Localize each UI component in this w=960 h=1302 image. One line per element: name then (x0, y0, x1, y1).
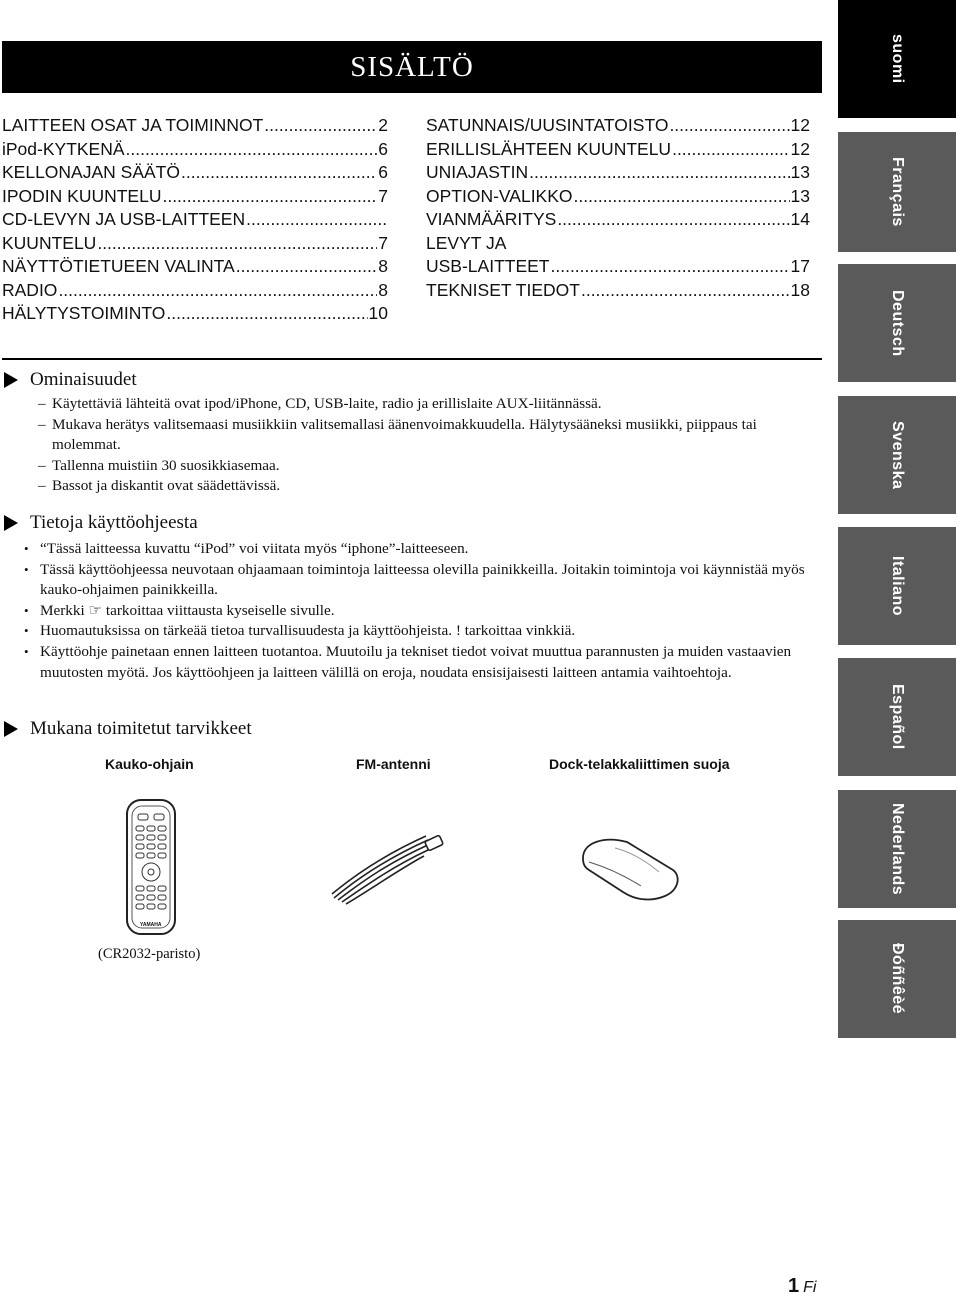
toc-entry-label: LEVYT JA (426, 232, 507, 253)
toc-leader-dots (166, 302, 367, 326)
toc-entry[interactable] (426, 232, 810, 256)
toc-entry-label: UNIAJASTIN (426, 162, 529, 182)
triangle-bullet-icon (4, 515, 18, 531)
features-list (38, 394, 828, 497)
toc-entry[interactable] (2, 208, 388, 232)
toc-leader-dots (97, 232, 377, 256)
tab-language-espanol[interactable] (838, 658, 956, 776)
tab-language-suomi[interactable] (838, 0, 956, 118)
toc-entry-page: 12 (790, 138, 810, 159)
toc-leader-dots (236, 255, 378, 279)
remote-brand-logo: YAMAHA (140, 922, 162, 928)
toc-entry[interactable] (426, 255, 810, 279)
toc-entry-label: KUUNTELU (2, 232, 97, 253)
dock-cover-illustration (575, 826, 685, 906)
list-item: • “Tässä laitteessa kuvattu “iPod” voi viitata myös “iphone”-laitteeseen. (24, 539, 824, 560)
toc-leader-dots (126, 138, 378, 162)
remote-battery-note: (CR2032-paristo) (98, 946, 201, 962)
toc-entry-page: 2 (378, 115, 388, 135)
toc-leader-dots (551, 255, 790, 279)
list-item: – Käytettäviä lähteitä ovat ipod/iPhone, CD, USB-laite, radio ja erillislaite AUX-liitännässä. (38, 394, 828, 415)
manual-info-heading (2, 510, 198, 536)
accessories-heading (2, 716, 252, 742)
toc-entry-label: LAITTEEN OSAT JA TOIMINNOT (2, 115, 264, 135)
toc-entry-page: 12 (790, 115, 810, 135)
toc-entry[interactable] (426, 138, 810, 162)
toc-entry-page: 14 (790, 209, 810, 229)
toc-entry[interactable] (2, 255, 388, 279)
toc-entry-page: 7 (378, 232, 388, 253)
page-number-value: 1 (788, 1275, 800, 1297)
fm-antenna-label: FM-antenni (356, 756, 431, 772)
tab-language-svenska[interactable] (838, 396, 956, 514)
tab-language-francais[interactable] (838, 132, 956, 252)
toc-entry-page: 8 (378, 256, 388, 276)
toc-leader-dots (58, 279, 377, 303)
toc-entry-page: 18 (790, 279, 810, 300)
toc-entry-page: 8 (378, 279, 388, 300)
toc-entry[interactable] (426, 114, 810, 138)
toc-entry-label: iPod-KYTKENÄ (2, 138, 125, 159)
toc-entry-label: NÄYTTÖTIETUEEN VALINTA (2, 256, 235, 276)
toc-entry-page: 6 (378, 162, 388, 182)
toc-entry[interactable] (426, 208, 810, 232)
page-number (788, 1275, 816, 1298)
toc-entry[interactable] (426, 161, 810, 185)
toc-entry-page: 10 (368, 303, 388, 323)
tab-label: Deutsch (889, 289, 906, 357)
triangle-bullet-icon (4, 721, 18, 737)
page-title: SISÄLTÖ (2, 41, 822, 93)
toc-entry-label: RADIO (2, 279, 58, 300)
tab-label: Svenska (889, 420, 906, 490)
toc-leader-dots (181, 161, 377, 185)
tab-label: suomi (889, 34, 906, 84)
toc-entry-page: 6 (378, 138, 388, 159)
toc-right-column (426, 114, 810, 302)
page-language-code: Fi (803, 1279, 817, 1296)
toc-entry-label: ERILLISLÄHTEEN KUUNTELU (426, 138, 672, 159)
fm-antenna-illustration (328, 818, 448, 908)
list-item: • Tässä käyttöohjeessa neuvotaan ohjaamaan toimintoja laitteessa olevilla painikkeilla. Joitakin toimintoja voi käynnistää myös kauko-ohjaimen painikkeilla. (24, 560, 824, 601)
dock-cover-label: Dock-telakkaliittimen suoja (549, 756, 730, 772)
tab-label: Nederlands (889, 802, 906, 896)
toc-leader-dots (557, 208, 789, 232)
toc-entry[interactable] (2, 161, 388, 185)
tab-label: Français (889, 157, 906, 227)
toc-entry-label: VIANMÄÄRITYS (426, 209, 557, 229)
tab-language-italiano[interactable] (838, 527, 956, 645)
toc-leader-dots (672, 138, 789, 162)
remote-control-illustration (124, 798, 180, 938)
toc-entry[interactable] (2, 114, 388, 138)
toc-leader-dots (246, 208, 387, 232)
toc-entry-page: 13 (790, 185, 810, 206)
toc-entry-label: HÄLYTYSTOIMINTO (2, 303, 166, 323)
tab-language-russian[interactable] (838, 920, 956, 1038)
toc-entry[interactable] (2, 279, 388, 303)
toc-entry[interactable] (426, 185, 810, 209)
tab-label: Ðóññêèé (889, 943, 906, 1015)
toc-entry[interactable] (2, 232, 388, 256)
toc-entry-label: TEKNISET TIEDOT (426, 279, 580, 300)
toc-entry-label: SATUNNAIS/UUSINTATOISTO (426, 115, 669, 135)
toc-entry[interactable] (2, 138, 388, 162)
toc-leader-dots (529, 161, 789, 185)
toc-entry-label: KELLONAJAN SÄÄTÖ (2, 162, 180, 182)
toc-entry[interactable] (426, 279, 810, 303)
section-divider (2, 358, 822, 360)
tab-label: Italiano (889, 555, 906, 616)
toc-entry-label: USB-LAITTEET (426, 256, 550, 276)
toc-entry-label: OPTION-VALIKKO (426, 185, 573, 206)
list-item: – Mukava herätys valitsemaasi musiikkiin valitsemallasi äänenvoimakkuudella. Hälytysääneksi musiikki, piippaus tai molemmat. (38, 415, 828, 456)
toc-leader-dots (264, 114, 377, 138)
toc-leader-dots (669, 114, 789, 138)
tab-language-nederlands[interactable] (838, 790, 956, 908)
manual-info-heading-text: Tietoja käyttöohjeesta (30, 512, 198, 533)
toc-entry-page: 13 (790, 162, 810, 182)
list-item: – Bassot ja diskantit ovat säädettävissä. (38, 476, 828, 497)
toc-leader-dots (162, 185, 377, 209)
list-item: – Tallenna muistiin 30 suosikkiasemaa. (38, 456, 828, 477)
tab-language-deutsch[interactable] (838, 264, 956, 382)
toc-leader-dots (574, 185, 790, 209)
toc-entry[interactable] (2, 185, 388, 209)
accessories-heading-text: Mukana toimitetut tarvikkeet (30, 718, 252, 739)
toc-entry-page: 7 (378, 185, 388, 206)
triangle-bullet-icon (4, 372, 18, 388)
remote-control-label: Kauko-ohjain (105, 756, 194, 772)
toc-entry-label: CD-LEVYN JA USB-LAITTEEN (2, 209, 246, 229)
toc-leader-dots (581, 279, 790, 303)
manual-info-list (24, 539, 824, 683)
list-item: • Merkki ☞ tarkoittaa viittausta kyseiselle sivulle. (24, 601, 824, 622)
list-item: • Huomautuksissa on tärkeää tietoa turvallisuudesta ja käyttöohjeista. ! tarkoittaa vinkkiä. (24, 621, 824, 642)
toc-entry-page: 17 (790, 256, 810, 276)
list-item: • Käyttöohje painetaan ennen laitteen tuotantoa. Muutoilu ja tekniset tiedot voivat muuttua parannusten ja muiden vastaavien muutosten myötä. Jos käyttöohjeen ja laitteen välillä on eroja, noudata ensisijaisesti laitteen antamia vaihtoehtoja. (24, 642, 824, 683)
features-heading-text: Ominaisuudet (30, 369, 137, 390)
toc-left-column (2, 114, 388, 326)
toc-entry-label: IPODIN KUUNTELU (2, 185, 162, 206)
features-heading (2, 367, 137, 393)
toc-entry[interactable] (2, 302, 388, 326)
tab-label: Español (889, 684, 906, 750)
